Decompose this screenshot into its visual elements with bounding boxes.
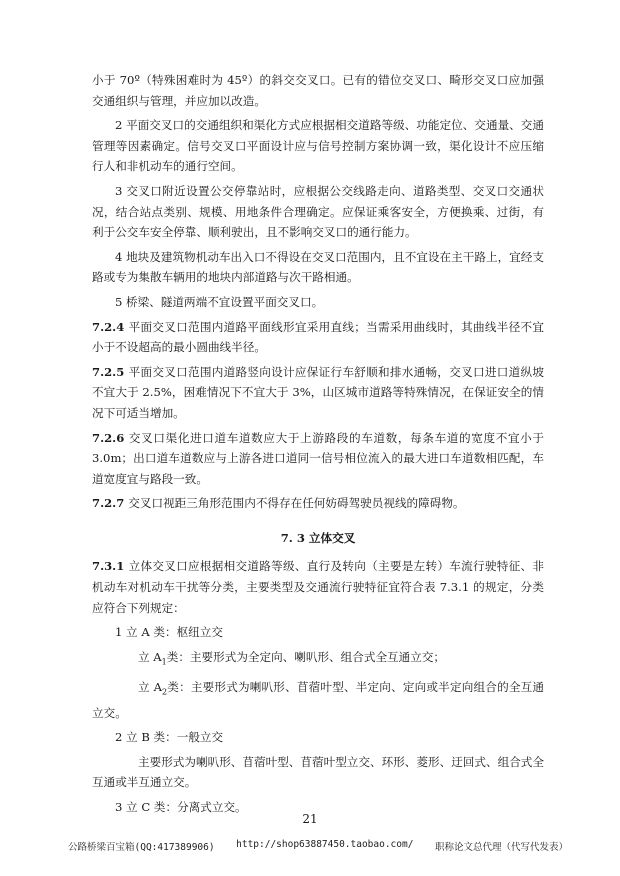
clause-text: 交叉口渠化进口道车道数应大于上游路段的车道数，每条车道的宽度不宜小于 3.0m；出口道车道数应与上游各进口道同一信号相位流入的最大进口车道数相匹配，车道宽度宜与路段一致。 — [92, 430, 544, 486]
list-item-3: 3 交叉口附近设置公交停靠站时，应根据公交线路走向、道路类型、交叉口交通状况，结合站点类别、规模、用地条件合理确定。应保证乘客安全，方便换乘、过街，有利于公交车安全停靠、顺利驶出，且不影响交叉口的通行能力。 — [92, 183, 544, 240]
sub-item-label: 立 A — [138, 679, 163, 694]
clause-text: 平面交叉口范围内道路平面线形宜采用直线；当需采用曲线时，其曲线半径不宜小于不设超高的最小圆曲线半径。 — [92, 319, 544, 355]
footer-url: http://shop63887450.taobao.com/ — [236, 839, 414, 850]
list-item-2: 2 平面交叉口的交通组织和渠化方式应根据相交道路等级、功能定位、交通量、交通管理等因素确定。信号交叉口平面设计应与信号控制方案协调一致，渠化设计不应压缩行人和非机动车的通行空间。 — [92, 118, 544, 174]
sub-item-a1 — [92, 647, 544, 673]
sub-item-label: 立 A — [138, 649, 162, 664]
footer-right: 职称论文总代理（代写代发表） — [434, 842, 568, 853]
list-item-a: 1 立 A 类：枢纽立交 — [115, 625, 223, 640]
clause-number: 7.3.1 — [92, 559, 125, 574]
clause-number: 7.2.7 — [92, 496, 125, 511]
clause-7-3-1 — [92, 556, 544, 618]
clause-7-2-5 — [92, 362, 544, 424]
clause-text: 平面交叉口范围内道路竖向设计应保证行车舒顺和排水通畅，交叉口进口道纵坡不宜大于 2.5%，困难情况下不宜大于 3%，山区城市道路等特殊情况，在保证安全的情况下可适当增加。 — [92, 364, 544, 420]
sub-item-text: 类：主要形式为喇叭形、苜蓿叶型、半定向、定向或半定向组合的全互通立交。 — [92, 679, 544, 720]
page-body — [92, 70, 544, 822]
clause-text: 立体交叉口应根据相交道路等级、直行及转向（主要是左转）车流行驶特征、非机动车对机动车干扰等分类，主要类型及交通流行驶特征宜符合表 7.3.1 的规定，分类应符合下列规定： — [92, 559, 544, 615]
paragraph-continuation: 小于 70º（特殊困难时为 45º）的斜交交叉口。已有的错位交叉口、畸形交叉口应加强交通组织与管理，并应加以改造。 — [92, 73, 544, 108]
clause-7-2-4 — [92, 317, 544, 358]
section-title: 7. 3 立体交叉 — [280, 530, 356, 545]
sub-item-text: 类：主要形式为全定向、喇叭形、组合式全互通立交； — [166, 649, 446, 664]
footer-left: 公路桥梁百宝箱(QQ:417389906) — [68, 842, 215, 853]
page-number: 21 — [302, 812, 318, 826]
list-item-5: 5 桥梁、隧道两端不宜设置平面交叉口。 — [115, 294, 324, 309]
list-item-c: 3 立 C 类：分离式立交。 — [115, 800, 247, 815]
clause-7-2-6 — [92, 428, 544, 490]
clause-number: 7.2.6 — [92, 430, 125, 445]
list-item-4: 4 地块及建筑物机动车出入口不得设在交叉口范围内，且不宜设在主干路上，宜经支路或专为集散车辆用的地块内部道路与次干路相通。 — [92, 249, 544, 285]
clause-text: 交叉口视距三角形范围内不得存在任何妨碍驾驶员视线的障碍物。 — [128, 496, 465, 511]
subscript: 1 — [161, 657, 167, 667]
clause-number: 7.2.5 — [92, 364, 125, 379]
clause-7-2-7 — [92, 493, 544, 514]
sub-item-b: 主要形式为喇叭形、苜蓿叶型、苜蓿叶型立交、环形、菱形、迂回式、组合式全互通或半互通立交。 — [92, 754, 544, 790]
list-item-b: 2 立 B 类：一般立交 — [115, 730, 224, 745]
sub-item-a2 — [92, 677, 544, 724]
page-footer — [68, 839, 568, 853]
clause-number: 7.2.4 — [92, 319, 125, 334]
subscript: 2 — [162, 687, 168, 697]
